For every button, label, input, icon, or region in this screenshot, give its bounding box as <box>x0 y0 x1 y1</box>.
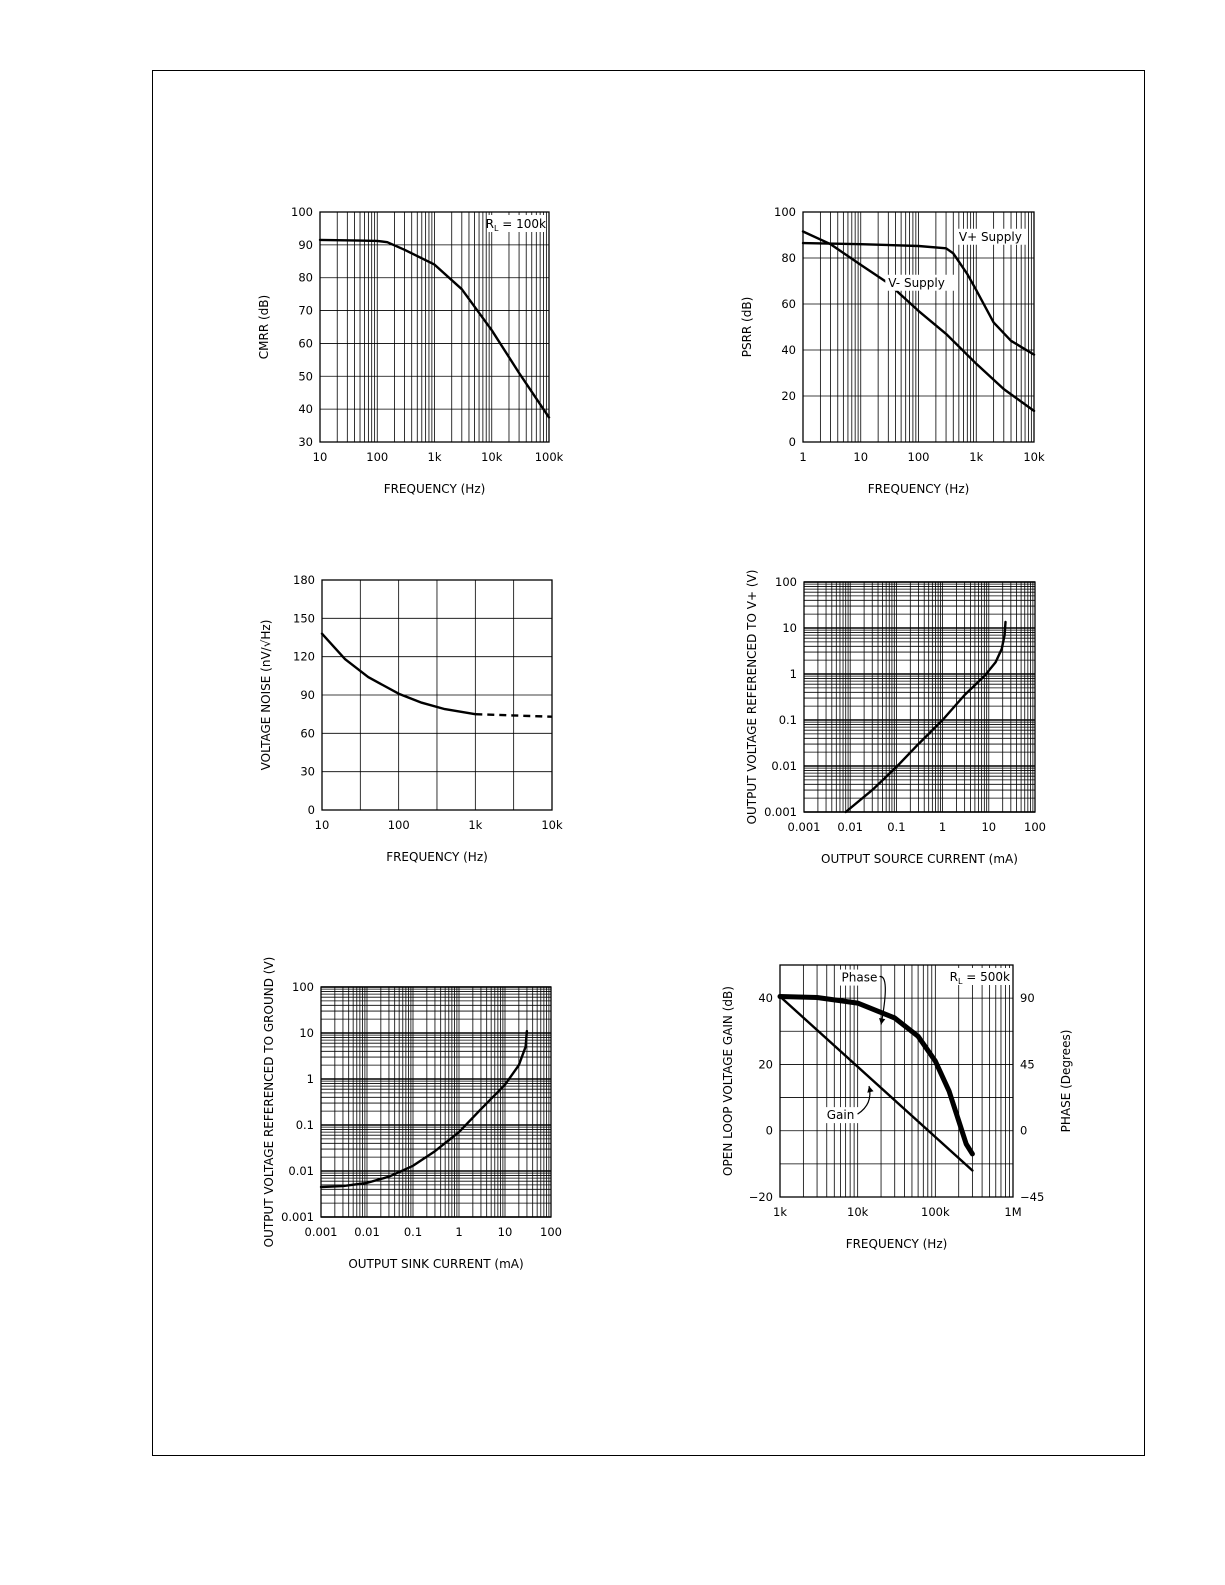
x-tick-label: 10 <box>312 450 328 464</box>
x-tick-label: 1k <box>468 818 483 832</box>
y2-tick-label: 0 <box>1020 1123 1028 1138</box>
chart-sink <box>262 957 562 1271</box>
annotation-rl: $R_L = 100k$ <box>485 217 546 233</box>
y2-tick-label: −45 <box>1020 1190 1045 1204</box>
y-tick-label: 80 <box>781 251 796 265</box>
x-tick-label: 0.1 <box>403 1225 423 1239</box>
series-line-0 <box>321 1031 527 1187</box>
y-tick-label: 100 <box>292 980 314 994</box>
x-axis-label: FREQUENCY (Hz) <box>867 482 970 496</box>
y-tick-label: 150 <box>293 611 315 626</box>
y-tick-label: 60 <box>300 726 315 741</box>
y-tick-label: 80 <box>298 270 313 285</box>
series-line-phase <box>780 997 972 1154</box>
y-axis-label: OUTPUT VOLTAGE REFERENCED TO V+ (V) <box>745 569 759 825</box>
y-tick-label: 100 <box>774 205 796 219</box>
plot-frame <box>804 582 1035 812</box>
y-tick-label: 0.001 <box>281 1210 314 1224</box>
y-tick-label: 30 <box>298 435 313 449</box>
arrow-head <box>879 1018 885 1025</box>
y-tick-label: 1 <box>306 1072 314 1086</box>
grid-horizontal <box>804 582 1035 812</box>
x-tick-label: 10k <box>1023 450 1045 464</box>
x-tick-label: 10 <box>497 1225 513 1239</box>
x-axis-label: FREQUENCY (Hz) <box>383 482 486 496</box>
y-tick-label: 120 <box>293 649 315 664</box>
grid-vertical <box>804 582 1035 812</box>
y-axis-label: PSRR (dB) <box>740 296 754 358</box>
y-tick-label: 0 <box>307 803 315 817</box>
x-axis-label: FREQUENCY (Hz) <box>845 1237 948 1251</box>
y-tick-label: 20 <box>758 1057 773 1072</box>
x-tick-label: 0.001 <box>304 1225 338 1239</box>
x-tick-label: 100 <box>366 450 389 464</box>
x-tick-label: 0.1 <box>887 820 906 834</box>
y-tick-label: 60 <box>781 297 796 311</box>
y-tick-label: 180 <box>293 573 315 587</box>
series-label: V- Supply <box>888 275 945 290</box>
x-tick-label: 1 <box>938 820 947 834</box>
y-axis-label: CMRR (dB) <box>257 294 271 360</box>
x-tick-label: 1M <box>1004 1205 1022 1219</box>
x-tick-label: 100k <box>921 1205 950 1219</box>
x-axis-label: FREQUENCY (Hz) <box>386 850 488 864</box>
series-label: Gain <box>826 1108 855 1123</box>
annotation-rl: $R_L = 500k$ <box>949 970 1010 986</box>
y-tick-label: 30 <box>300 764 315 779</box>
x-tick-label: 10k <box>847 1205 869 1219</box>
x-tick-label: 1k <box>427 450 442 464</box>
x-tick-label: 1 <box>799 450 807 464</box>
series-label: V+ Supply <box>958 229 1022 244</box>
chart-noise <box>259 573 563 864</box>
y-tick-label: 0.01 <box>771 759 797 773</box>
x-tick-label: 100 <box>540 1225 562 1239</box>
plot-frame <box>321 987 551 1217</box>
y-axis-label: OUTPUT VOLTAGE REFERENCED TO GROUND (V) <box>262 956 276 1248</box>
y-tick-label: 40 <box>781 343 796 357</box>
chart-psrr <box>740 205 1045 496</box>
y-tick-label: 40 <box>758 991 773 1006</box>
x-tick-label: 10 <box>853 450 869 464</box>
y-tick-label: 0 <box>765 1123 773 1138</box>
y-tick-label: 70 <box>298 303 313 318</box>
y-tick-label: 10 <box>299 1026 314 1040</box>
y-tick-label: 0.001 <box>764 805 797 819</box>
chart-cmrr <box>257 205 564 496</box>
y2-tick-label: 90 <box>1020 991 1035 1006</box>
x-tick-label: 100 <box>387 818 410 832</box>
y-axis-label: VOLTAGE NOISE (nV/√Hz) <box>259 619 273 771</box>
y-tick-label: 0 <box>788 435 796 449</box>
x-tick-label: 100 <box>907 450 930 464</box>
y-tick-label: 90 <box>298 237 313 252</box>
y-tick-label: 0.1 <box>295 1118 314 1132</box>
x-tick-label: 1k <box>773 1205 787 1219</box>
x-tick-label: 10k <box>481 450 503 464</box>
y-axis-label: OPEN LOOP VOLTAGE GAIN (dB) <box>721 986 735 1176</box>
y-tick-label: 40 <box>298 402 313 417</box>
x-axis-label: OUTPUT SINK CURRENT (mA) <box>348 1257 524 1271</box>
x-tick-label: 10k <box>541 818 563 832</box>
arrow-head <box>867 1086 873 1093</box>
y-tick-label: 10 <box>782 621 797 635</box>
y-tick-label: 100 <box>775 575 797 589</box>
x-tick-label: 0.01 <box>837 820 864 834</box>
x-tick-label: 100k <box>534 450 564 464</box>
y-tick-label: 90 <box>300 688 315 702</box>
series-line-1 <box>475 714 552 717</box>
x-tick-label: 10 <box>981 820 997 834</box>
x-tick-label: 1 <box>455 1225 463 1239</box>
y-tick-label: 0.01 <box>288 1164 314 1178</box>
x-tick-label: 10 <box>314 818 330 832</box>
grid-vertical <box>321 987 551 1217</box>
chart-source <box>745 570 1046 866</box>
x-axis-label: OUTPUT SOURCE CURRENT (mA) <box>821 852 1018 866</box>
y2-axis-label: PHASE (Degrees) <box>1059 1029 1073 1133</box>
x-tick-label: 1k <box>969 450 984 464</box>
grid-horizontal <box>321 987 551 1217</box>
x-tick-label: 100 <box>1024 820 1046 834</box>
chart-openloop <box>721 965 1073 1251</box>
series-label: Phase <box>841 970 878 985</box>
y-tick-label: −20 <box>748 1190 773 1204</box>
y2-tick-label: 45 <box>1020 1057 1035 1072</box>
y-tick-label: 1 <box>789 667 797 681</box>
grid-vertical <box>320 212 549 442</box>
y-tick-label: 50 <box>298 369 313 384</box>
y-tick-label: 100 <box>291 205 313 219</box>
x-tick-label: 0.01 <box>354 1225 380 1239</box>
y-tick-label: 60 <box>298 336 313 351</box>
x-tick-label: 0.001 <box>787 820 821 834</box>
y-tick-label: 0.1 <box>778 713 797 727</box>
y-tick-label: 20 <box>781 389 796 403</box>
